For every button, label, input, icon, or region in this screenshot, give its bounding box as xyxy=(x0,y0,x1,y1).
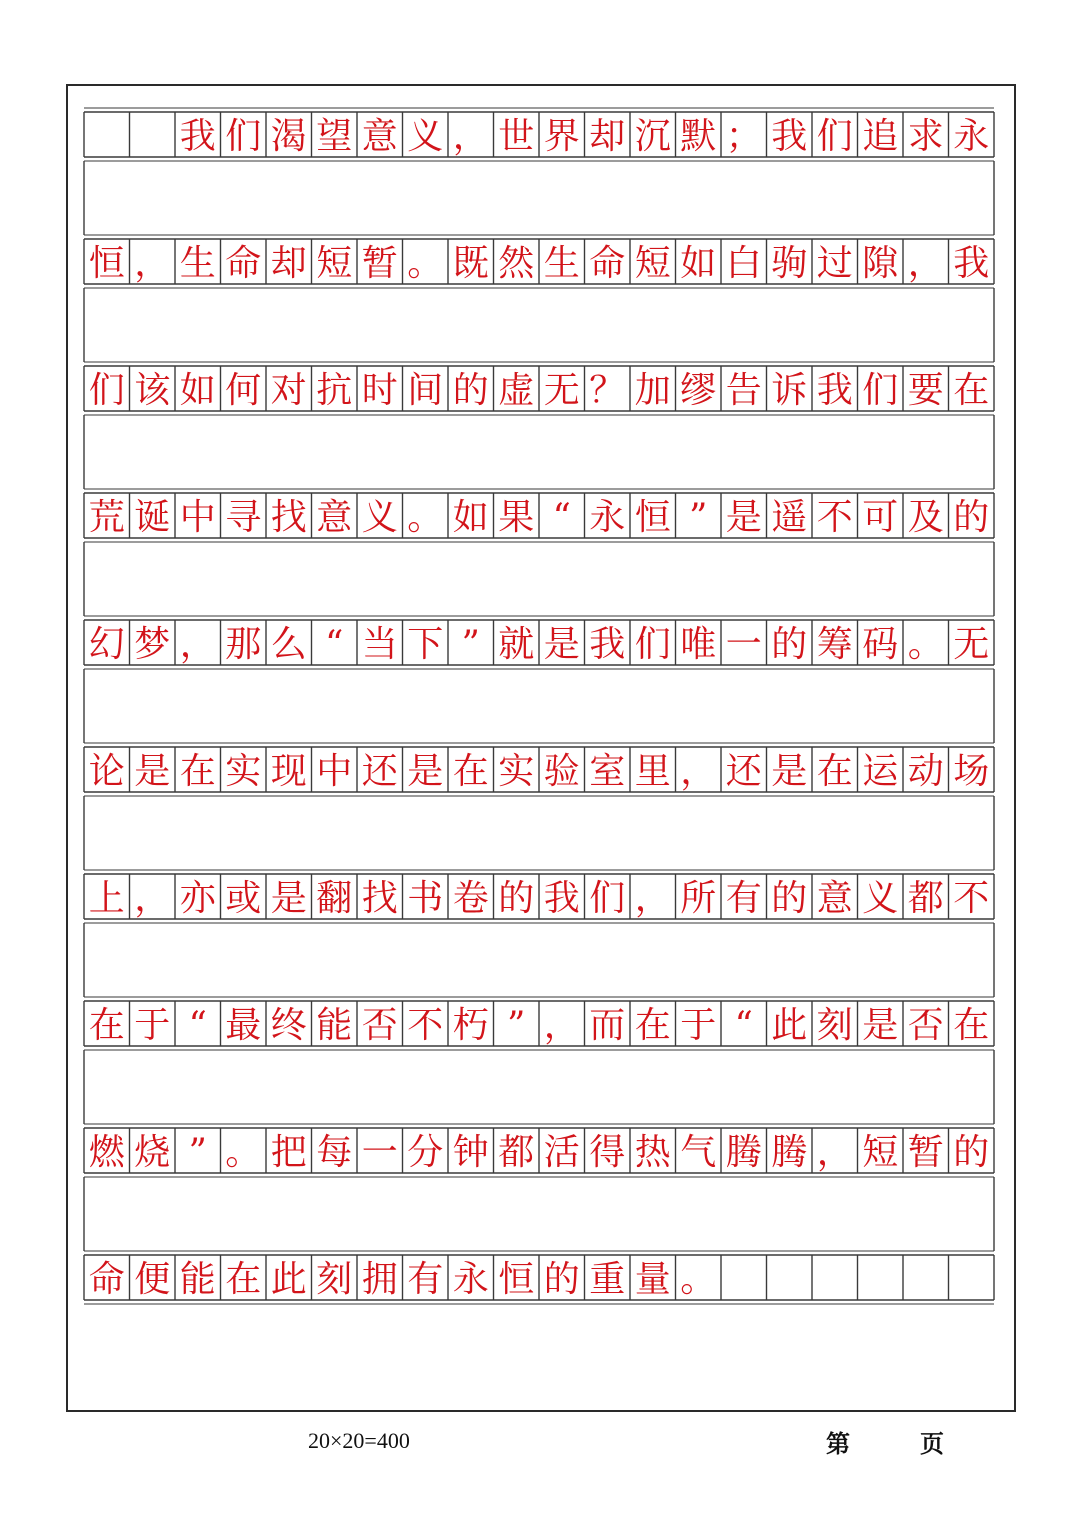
handwritten-character: ” xyxy=(461,624,480,665)
handwritten-character: 终 xyxy=(270,1005,307,1046)
handwritten-character: 遥 xyxy=(771,497,808,538)
handwritten-character: 在 xyxy=(225,1259,262,1300)
handwritten-character: 能 xyxy=(316,1005,353,1046)
handwritten-character: 对 xyxy=(270,370,307,411)
handwritten-character: 都 xyxy=(907,878,944,919)
handwritten-character: 的 xyxy=(953,1132,990,1173)
handwritten-character: 或 xyxy=(225,878,262,919)
handwritten-character: ； xyxy=(725,116,762,157)
handwritten-character: ” xyxy=(188,1132,207,1173)
handwritten-character: 那 xyxy=(225,624,262,665)
handwritten-character: 们 xyxy=(225,116,262,157)
handwritten-character: 我 xyxy=(816,370,853,411)
handwritten-character: 既 xyxy=(452,243,489,284)
handwritten-character: 量 xyxy=(634,1259,671,1300)
handwritten-character: 命 xyxy=(589,243,626,284)
handwritten-character: 在 xyxy=(88,1005,125,1046)
handwritten-character: 恒 xyxy=(634,497,671,538)
handwritten-character: 场 xyxy=(953,751,990,792)
handwritten-character: 望 xyxy=(316,116,353,157)
handwritten-character: 还 xyxy=(725,751,762,792)
handwritten-character: 是 xyxy=(407,751,444,792)
handwritten-character: 们 xyxy=(589,878,626,919)
handwritten-character: 虚 xyxy=(498,370,535,411)
handwritten-character: 意 xyxy=(316,497,353,538)
handwritten-character: 我 xyxy=(543,878,580,919)
handwritten-character: 亦 xyxy=(179,878,216,919)
handwritten-character: ， xyxy=(816,1132,853,1173)
handwritten-character: 在 xyxy=(179,751,216,792)
handwritten-character: 腾 xyxy=(771,1132,808,1173)
handwritten-character: 永 xyxy=(953,116,990,157)
handwritten-character: 实 xyxy=(498,751,535,792)
handwritten-character: 如 xyxy=(452,497,489,538)
handwritten-character: 我 xyxy=(589,624,626,665)
handwritten-character: 该 xyxy=(134,370,171,411)
handwritten-character: 是 xyxy=(862,1005,899,1046)
handwritten-character: 烧 xyxy=(134,1132,171,1173)
handwritten-character: 最 xyxy=(225,1005,262,1046)
handwritten-character: 短 xyxy=(316,243,353,284)
handwritten-character: 我 xyxy=(771,116,808,157)
handwritten-character: 默 xyxy=(680,116,717,157)
handwritten-character: 们 xyxy=(816,116,853,157)
handwritten-character: 有 xyxy=(407,1259,444,1300)
handwritten-character: 间 xyxy=(407,370,444,411)
handwritten-character: 里 xyxy=(634,751,671,792)
handwritten-character: 现 xyxy=(270,751,307,792)
handwritten-character: 驹 xyxy=(771,243,808,284)
handwritten-character: 上 xyxy=(88,878,125,919)
handwritten-character: 们 xyxy=(88,370,125,411)
handwritten-character: 如 xyxy=(680,243,717,284)
handwritten-character: 短 xyxy=(634,243,671,284)
handwritten-character: 中 xyxy=(179,497,216,538)
handwritten-character: 然 xyxy=(498,243,535,284)
handwritten-character: 找 xyxy=(270,497,307,538)
handwritten-character: 白 xyxy=(725,243,762,284)
handwritten-character: 一 xyxy=(361,1132,398,1173)
handwritten-character: 中 xyxy=(316,751,353,792)
handwritten-character: 否 xyxy=(907,1005,944,1046)
handwritten-character: 我 xyxy=(953,243,990,284)
handwritten-character: 实 xyxy=(225,751,262,792)
handwritten-character: 们 xyxy=(634,624,671,665)
handwritten-character: 一 xyxy=(725,624,762,665)
handwritten-character: 刻 xyxy=(316,1259,353,1300)
handwritten-character: 生 xyxy=(543,243,580,284)
handwritten-character: 运 xyxy=(862,751,899,792)
handwritten-character: 隙 xyxy=(862,243,899,284)
grid-count-label: 20×20=400 xyxy=(308,1428,410,1453)
handwritten-character: ， xyxy=(134,243,171,284)
handwritten-character: 下 xyxy=(407,624,444,665)
handwritten-character: 。 xyxy=(680,1259,717,1300)
handwritten-character: 追 xyxy=(862,116,899,157)
handwritten-character: 活 xyxy=(543,1132,580,1173)
handwritten-character: 求 xyxy=(907,116,944,157)
handwritten-character: “ xyxy=(734,1005,753,1046)
handwritten-character: 是 xyxy=(725,497,762,538)
handwritten-character: 义 xyxy=(361,497,398,538)
handwritten-character: 。 xyxy=(407,243,444,284)
handwritten-character: ” xyxy=(689,497,708,538)
handwritten-character: 要 xyxy=(907,370,944,411)
handwritten-character: 是 xyxy=(134,751,171,792)
handwritten-character: 是 xyxy=(771,751,808,792)
handwritten-character: ” xyxy=(507,1005,526,1046)
handwritten-character: 不 xyxy=(953,878,990,919)
handwritten-character: 的 xyxy=(543,1259,580,1300)
handwritten-character: 的 xyxy=(452,370,489,411)
handwritten-character: 却 xyxy=(270,243,307,284)
handwritten-character: 气 xyxy=(680,1132,717,1173)
handwritten-character: 命 xyxy=(88,1259,125,1300)
handwritten-character: 幻 xyxy=(88,624,125,665)
handwritten-character: 的 xyxy=(771,878,808,919)
handwritten-character: 可 xyxy=(862,497,899,538)
handwritten-character: 意 xyxy=(816,878,853,919)
handwritten-character: “ xyxy=(188,1005,207,1046)
handwritten-character: 腾 xyxy=(725,1132,762,1173)
handwritten-character: 能 xyxy=(179,1259,216,1300)
page-label-prefix: 第 xyxy=(826,1432,850,1458)
handwritten-character: 动 xyxy=(907,751,944,792)
handwritten-character: ？ xyxy=(589,370,626,411)
handwritten-character: 于 xyxy=(680,1005,717,1046)
handwritten-character: 的 xyxy=(771,624,808,665)
handwritten-character: ， xyxy=(134,878,171,919)
handwritten-character: 是 xyxy=(543,624,580,665)
page-label-suffix: 页 xyxy=(920,1432,944,1458)
handwritten-character: 热 xyxy=(634,1132,671,1173)
handwritten-character: 暂 xyxy=(361,243,398,284)
handwritten-character: 寻 xyxy=(225,497,262,538)
handwritten-character: 有 xyxy=(725,878,762,919)
handwritten-character: 诉 xyxy=(771,370,808,411)
handwritten-character: 如 xyxy=(179,370,216,411)
handwritten-character: 筹 xyxy=(816,624,853,665)
handwritten-character: 诞 xyxy=(134,497,171,538)
handwritten-character: 室 xyxy=(589,751,626,792)
handwritten-character: 的 xyxy=(953,497,990,538)
handwritten-character: 我 xyxy=(179,116,216,157)
handwritten-character: 们 xyxy=(862,370,899,411)
handwritten-character: 在 xyxy=(953,1005,990,1046)
handwritten-character: 便 xyxy=(134,1259,171,1300)
handwritten-character: 在 xyxy=(634,1005,671,1046)
handwritten-character: 暂 xyxy=(907,1132,944,1173)
handwritten-character: 此 xyxy=(270,1259,307,1300)
handwritten-character: 何 xyxy=(225,370,262,411)
handwritten-character: 码 xyxy=(862,624,899,665)
handwritten-character: 梦 xyxy=(134,624,171,665)
handwritten-character: 还 xyxy=(361,751,398,792)
handwritten-character: 永 xyxy=(589,497,626,538)
handwritten-character: 么 xyxy=(270,624,307,665)
handwritten-character: 找 xyxy=(361,878,398,919)
handwritten-character: 重 xyxy=(589,1259,626,1300)
handwritten-character: 永 xyxy=(452,1259,489,1300)
handwritten-character: 不 xyxy=(816,497,853,538)
handwritten-character: 唯 xyxy=(680,624,717,665)
handwritten-character: 此 xyxy=(771,1005,808,1046)
handwritten-character: 时 xyxy=(361,370,398,411)
handwritten-character: 就 xyxy=(498,624,535,665)
handwritten-character: 及 xyxy=(907,497,944,538)
handwritten-character: ， xyxy=(179,624,216,665)
handwritten-character: 拥 xyxy=(361,1259,398,1300)
handwritten-character: “ xyxy=(552,497,571,538)
handwritten-character: 。 xyxy=(225,1132,262,1173)
handwritten-character: 恒 xyxy=(498,1259,535,1300)
handwritten-character: 。 xyxy=(907,624,944,665)
handwritten-character: 在 xyxy=(953,370,990,411)
handwritten-character: 世 xyxy=(498,116,535,157)
handwritten-character: ， xyxy=(680,751,717,792)
handwritten-character: 却 xyxy=(589,116,626,157)
handwritten-character: ， xyxy=(452,116,489,157)
handwritten-character: 过 xyxy=(816,243,853,284)
handwritten-character: 义 xyxy=(407,116,444,157)
handwritten-character: 把 xyxy=(270,1132,307,1173)
handwritten-character: 告 xyxy=(725,370,762,411)
handwritten-character: 验 xyxy=(543,751,580,792)
handwritten-character: 燃 xyxy=(88,1132,125,1173)
handwritten-character: 命 xyxy=(225,243,262,284)
handwritten-character: 短 xyxy=(862,1132,899,1173)
handwritten-character: 钟 xyxy=(452,1132,489,1173)
handwritten-character: 所 xyxy=(680,878,717,919)
handwritten-character: 生 xyxy=(179,243,216,284)
handwritten-character: 的 xyxy=(498,878,535,919)
handwritten-character: 刻 xyxy=(816,1005,853,1046)
handwritten-character: 于 xyxy=(134,1005,171,1046)
handwritten-character: 朽 xyxy=(452,1005,489,1046)
handwritten-character: 渴 xyxy=(270,116,307,157)
handwritten-character: 都 xyxy=(498,1132,535,1173)
handwritten-character: 不 xyxy=(407,1005,444,1046)
handwritten-character: 恒 xyxy=(88,243,125,284)
handwritten-character: 而 xyxy=(589,1005,626,1046)
handwritten-character: 在 xyxy=(452,751,489,792)
handwritten-character: 意 xyxy=(361,116,398,157)
handwritten-character: 无 xyxy=(543,370,580,411)
handwritten-character: 翻 xyxy=(316,878,353,919)
handwritten-character: 荒 xyxy=(88,497,125,538)
handwritten-character: 每 xyxy=(316,1132,353,1173)
handwritten-character: 无 xyxy=(953,624,990,665)
handwritten-character: 在 xyxy=(816,751,853,792)
handwritten-character: 。 xyxy=(407,497,444,538)
handwritten-character: 当 xyxy=(361,624,398,665)
handwritten-character: “ xyxy=(325,624,344,665)
handwritten-character: 是 xyxy=(270,878,307,919)
handwritten-character: ， xyxy=(543,1005,580,1046)
handwritten-character: ， xyxy=(634,878,671,919)
handwritten-character: 得 xyxy=(589,1132,626,1173)
handwritten-character: 抗 xyxy=(316,370,353,411)
handwritten-character: 书 xyxy=(407,878,444,919)
handwritten-character: 果 xyxy=(498,497,535,538)
handwritten-character: 加 xyxy=(634,370,671,411)
handwritten-character: 义 xyxy=(862,878,899,919)
handwritten-character: 界 xyxy=(543,116,580,157)
handwritten-character: 论 xyxy=(88,751,125,792)
handwritten-character: 分 xyxy=(407,1132,444,1173)
handwritten-character: ， xyxy=(907,243,944,284)
handwritten-character: 沉 xyxy=(634,116,671,157)
handwritten-character: 缪 xyxy=(680,370,717,411)
handwritten-character: 卷 xyxy=(452,878,489,919)
handwritten-character: 否 xyxy=(361,1005,398,1046)
